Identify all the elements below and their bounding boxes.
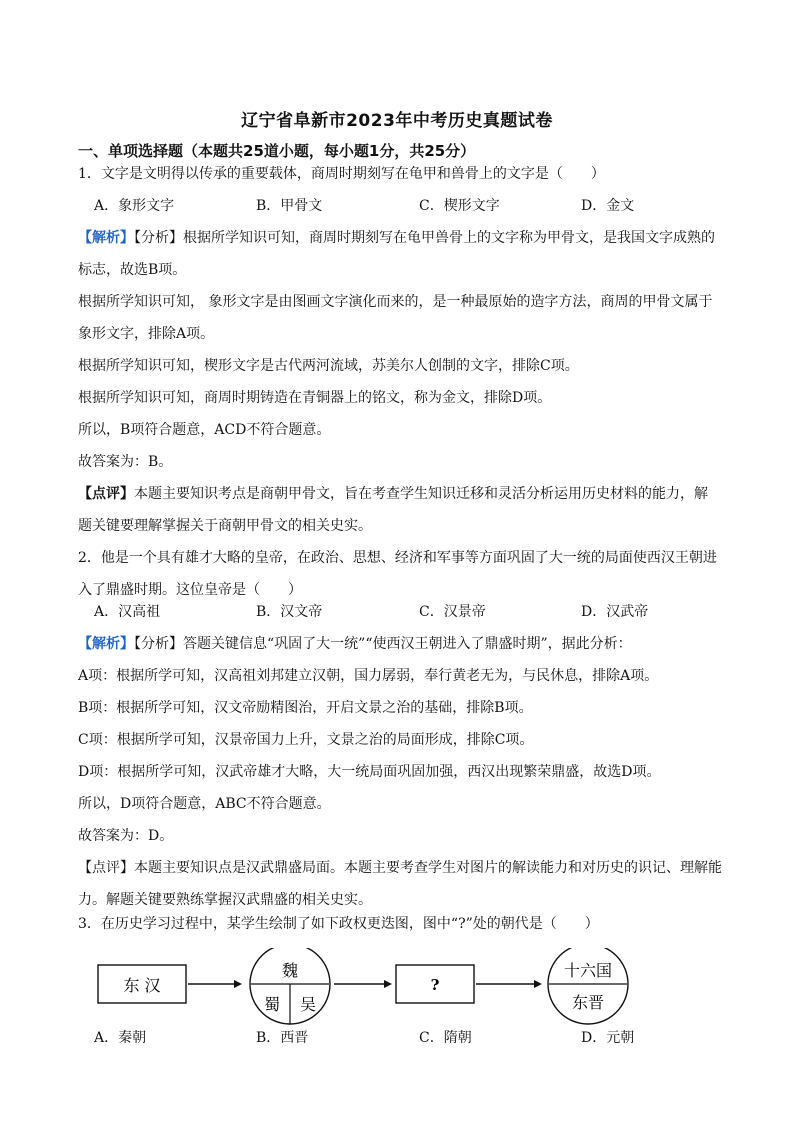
question-2-stem: 2．他是一个具有雄才大略的皇帝，在政治、思想、经济和军事等方面巩固了大一统的局面使西汉王朝进 (78, 550, 717, 566)
q2-analysis-line: A项：根据所学可知，汉高祖刘邦建立汉朝，国力孱弱，奉行黄老无为，与民休息，排除A项。 (78, 668, 659, 684)
q1-analysis-line: 根据所学知识可知，商周时期铸造在青铜器上的铭文，称为金文，排除D项。 (78, 390, 552, 406)
question-2-stem: 入了鼎盛时期。这位皇帝是（ ） (78, 582, 302, 598)
q2-option-b: B．汉文帝 (256, 604, 323, 620)
box-unknown-label: ? (430, 976, 440, 994)
arrow-2-head (384, 980, 392, 988)
q1-analysis-line: 根据所学知识可知，楔形文字是古代两河流域，苏美尔人创制的文字，排除C项。 (78, 358, 579, 374)
question-1-stem: 1．文字是文明得以传承的重要载体，商周时期刻写在龟甲和兽骨上的文字是（ ） (78, 166, 605, 182)
q2-comment-line: 力。解题关键要熟练掌握汉武鼎盛的相关史实。 (78, 892, 372, 908)
q3-option-c: C．隋朝 (419, 1030, 472, 1046)
section-heading: 一、单项选择题（本题共25道小题，每小题1分，共25分） (78, 142, 476, 160)
question-3-stem: 3．在历史学习过程中，某学生绘制了如下政权更迭图，图中“?”处的朝代是（ ） (78, 916, 599, 932)
label-sixteen-kingdoms: 十六国 (563, 961, 613, 980)
q3-option-a: A．秦朝 (94, 1030, 147, 1046)
box-eastern-han-label: 东 汉 (123, 976, 161, 995)
circle-sixteen-kingdoms (548, 948, 628, 1024)
question-2-options (94, 596, 734, 628)
arrow-1-head (234, 980, 242, 988)
q2-analysis-line: C项：根据所学可知，汉景帝国力上升，文景之治的局面形成，排除C项。 (78, 732, 534, 748)
q2-option-a: A．汉高祖 (94, 604, 161, 620)
q1-option-b: B．甲骨文 (256, 198, 323, 214)
q1-analysis-line: 所以，B项符合题意，ACD不符合题意。 (78, 422, 331, 438)
q2-comment-line: 【点评】本题主要知识点是汉武鼎盛局面。本题主要考查学生对图片的解读能力和对历史的识记、理解能 (78, 860, 722, 876)
page-title: 辽宁省阜新市2023年中考历史真题试卷 (241, 111, 553, 131)
comment-tag: 【点评】 (78, 486, 134, 502)
analysis-tag: 【解析】 (78, 230, 134, 246)
arrow-3-head (534, 980, 542, 988)
q1-comment-line: 题关键要理解掌握关于商朝甲骨文的相关史实。 (78, 518, 372, 534)
q1-option-c: C．楔形文字 (419, 198, 500, 214)
q1-analysis-line: 根据所学知识可知， 象形文字是由图画文字演化而来的，是一种最原始的造字方法，商周的甲骨文属于 (78, 294, 713, 310)
q2-analysis-text: 【分析】答题关键信息“巩固了大一统”“使西汉王朝进入了鼎盛时期”，据此分析： (134, 636, 632, 652)
q2-option-d: D．汉武帝 (581, 604, 649, 620)
q1-analysis-text: 【分析】根据所学知识可知，商周时期刻写在龟甲兽骨上的文字称为甲骨文，是我国文字成熟的 (134, 230, 715, 246)
q1-analysis-line: 象形文字，排除A项。 (78, 326, 215, 342)
q2-analysis-line: D项：根据所学可知，汉武帝雄才大略，大一统局面巩固加强，西汉出现繁荣鼎盛，故选D项。 (78, 764, 661, 780)
q1-option-a: A．象形文字 (94, 198, 175, 214)
q1-comment-text: 本题主要知识考点是商朝甲骨文，旨在考查学生知识迁移和灵活分析运用历史材料的能力，解 (134, 486, 708, 502)
q3-option-d: D．元朝 (581, 1030, 635, 1046)
label-wu: 吴 (299, 995, 317, 1014)
q1-comment-line (78, 478, 738, 510)
question-3-options (94, 1022, 734, 1054)
q1-analysis-line: 标志，故选B项。 (78, 262, 187, 278)
label-wei: 魏 (281, 961, 299, 980)
q2-analysis-line: 所以，D项符合题意，ABC不符合题意。 (78, 796, 331, 812)
q2-analysis-line: B项：根据所学可知，汉文帝励精图治，开启文景之治的基础，排除B项。 (78, 700, 533, 716)
q2-option-c: C．汉景帝 (419, 604, 486, 620)
q2-answer: 故答案为：D。 (78, 828, 174, 844)
q1-analysis-line (78, 222, 738, 254)
label-shu: 蜀 (263, 995, 281, 1014)
question-1-options (94, 190, 734, 222)
q3-option-b: B．西晋 (256, 1030, 309, 1046)
q1-answer: 故答案为：B。 (78, 454, 173, 470)
q1-option-d: D．金文 (581, 198, 635, 214)
analysis-tag: 【解析】 (78, 636, 134, 652)
q2-analysis-line (78, 628, 738, 660)
label-eastern-jin: 东晋 (571, 993, 605, 1012)
